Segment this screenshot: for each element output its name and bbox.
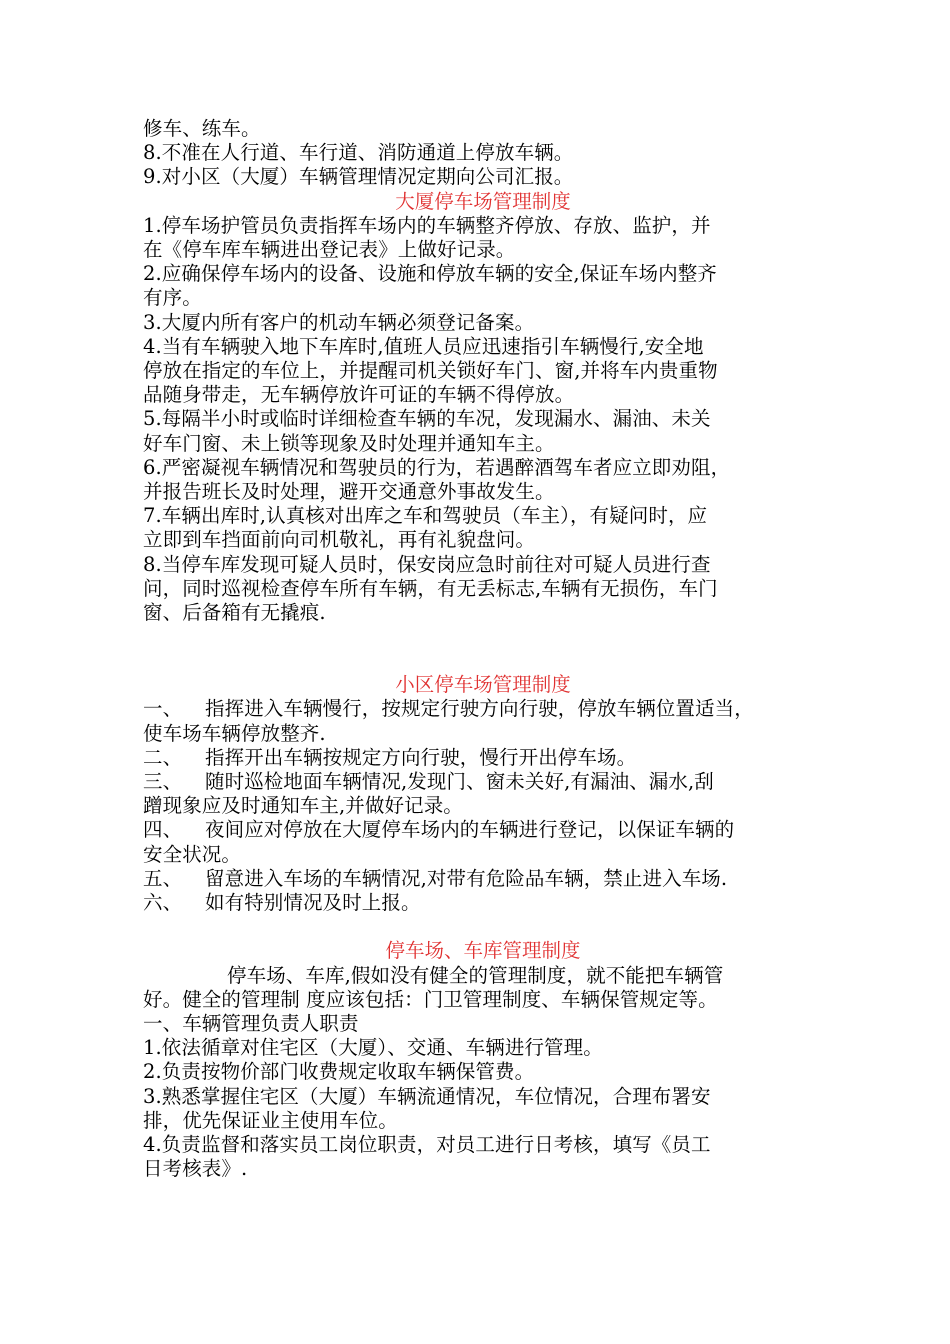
text-line: 2.应确保停车场内的设备、设施和停放车辆的安全,保证车场内整齐: [143, 262, 717, 286]
intro-line: 好。健全的管理制 度应该包括：门卫管理制度、车辆保管规定等。: [143, 987, 718, 1011]
text-line: 4.负责监督和落实员工岗位职责，对员工进行日考核，填写《员工: [143, 1132, 711, 1156]
text-line: 9.对小区（大厦）车辆管理情况定期向公司汇报。: [143, 165, 574, 189]
text-line: 1.停车场护管员负责指挥车场内的车辆整齐停放、存放、监护，并: [143, 213, 711, 237]
text-line: 日考核表》.: [143, 1157, 248, 1181]
text-line: 问，同时巡视检查停车所有车辆，有无丢标志,车辆有无损伤，车门: [143, 576, 718, 600]
list-item: [143, 891, 823, 915]
item-continuation: 蹭现象应及时通知车主,并做好记录。: [143, 794, 463, 818]
item-text: 指挥进入车辆慢行，按规定行驶方向行驶，停放车辆位置适当，: [205, 697, 754, 721]
text-line: 5.每隔半小时或临时详细检查车辆的车况，发现漏水、漏油、未关: [143, 407, 711, 431]
section-title: 大厦停车场管理制度: [395, 189, 571, 213]
item-text: 如有特别情况及时上报。: [205, 891, 421, 915]
text-line: 有序。: [143, 286, 202, 310]
text-line: 一、车辆管理负责人职责: [143, 1011, 359, 1035]
list-item: [143, 697, 823, 721]
section-title: 小区停车场管理制度: [395, 673, 571, 697]
item-text: 指挥开出车辆按规定方向行驶，慢行开出停车场。: [205, 745, 637, 769]
item-number: 二、: [143, 745, 183, 769]
text-line: 品随身带走，无车辆停放许可证的车辆不得停放。: [143, 383, 575, 407]
text-line: 8.不准在人行道、车行道、消防通道上停放车辆。: [143, 141, 574, 165]
text-line: 并报告班长及时处理，避开交通意外事故发生。: [143, 480, 555, 504]
list-item: [143, 770, 823, 794]
text-line: 停放在指定的车位上，并提醒司机关锁好车门、窗,并将车内贵重物: [143, 359, 718, 383]
item-continuation: 安全状况。: [143, 842, 242, 866]
text-line: 8.当停车库发现可疑人员时，保安岗应急时前往对可疑人员进行查: [143, 552, 711, 576]
text-line: 在《停车库车辆进出登记表》上做好记录。: [143, 238, 516, 262]
item-continuation: 使车场车辆停放整齐.: [143, 721, 326, 745]
section-building-parking: [143, 190, 823, 626]
text-line: 好车门窗、未上锁等现象及时处理并通知车主。: [143, 431, 555, 455]
section-continuation: [143, 117, 823, 190]
text-line: 1.依法循章对住宅区（大厦）、交通、车辆进行管理。: [143, 1036, 603, 1060]
list-item: [143, 818, 823, 842]
section-garage-management: [143, 939, 823, 1181]
section-community-parking: [143, 673, 823, 915]
text-line: 7.车辆出库时,认真核对出库之车和驾驶员（车主），有疑问时，应: [143, 504, 708, 528]
item-number: 四、: [143, 818, 183, 842]
item-number: 五、: [143, 866, 183, 890]
text-line: 3.大厦内所有客户的机动车辆必须登记备案。: [143, 310, 535, 334]
section-title: 停车场、车库管理制度: [385, 939, 581, 963]
text-line: 立即到车挡面前向司机敬礼，再有礼貌盘问。: [143, 528, 536, 552]
text-line: 6.严密凝视车辆情况和驾驶员的行为，若遇醉酒驾车者应立即劝阻，: [143, 455, 731, 479]
document-page: [143, 117, 823, 1181]
item-text: 随时巡检地面车辆情况,发现门、窗未关好,有漏油、漏水,刮: [205, 770, 714, 794]
list-item: [143, 746, 823, 770]
item-text: 夜间应对停放在大厦停车场内的车辆进行登记，以保证车辆的: [205, 818, 735, 842]
item-number: 六、: [143, 891, 183, 915]
item-number: 三、: [143, 770, 183, 794]
text-line: 4.当有车辆驶入地下车库时,值班人员应迅速指引车辆慢行,安全地: [143, 334, 704, 358]
spacer: [143, 625, 823, 673]
text-line: 修车、练车。: [143, 117, 261, 140]
intro-line: 停车场、车库,假如没有健全的管理制度，就不能把车辆管: [227, 963, 724, 987]
text-line: 窗、后备箱有无撬痕.: [143, 601, 326, 625]
text-line: 3.熟悉掌握住宅区（大厦）车辆流通情况，车位情况，合理布署安: [143, 1084, 711, 1108]
spacer: [143, 915, 823, 939]
text-line: 2.负责按物价部门收费规定收取车辆保管费。: [143, 1060, 535, 1084]
item-number: 一、: [143, 697, 183, 721]
list-item: [143, 867, 823, 891]
text-line: 排，优先保证业主使用车位。: [143, 1108, 398, 1132]
item-text: 留意进入车场的车辆情况,对带有危险品车辆，禁止进入车场.: [205, 866, 728, 890]
